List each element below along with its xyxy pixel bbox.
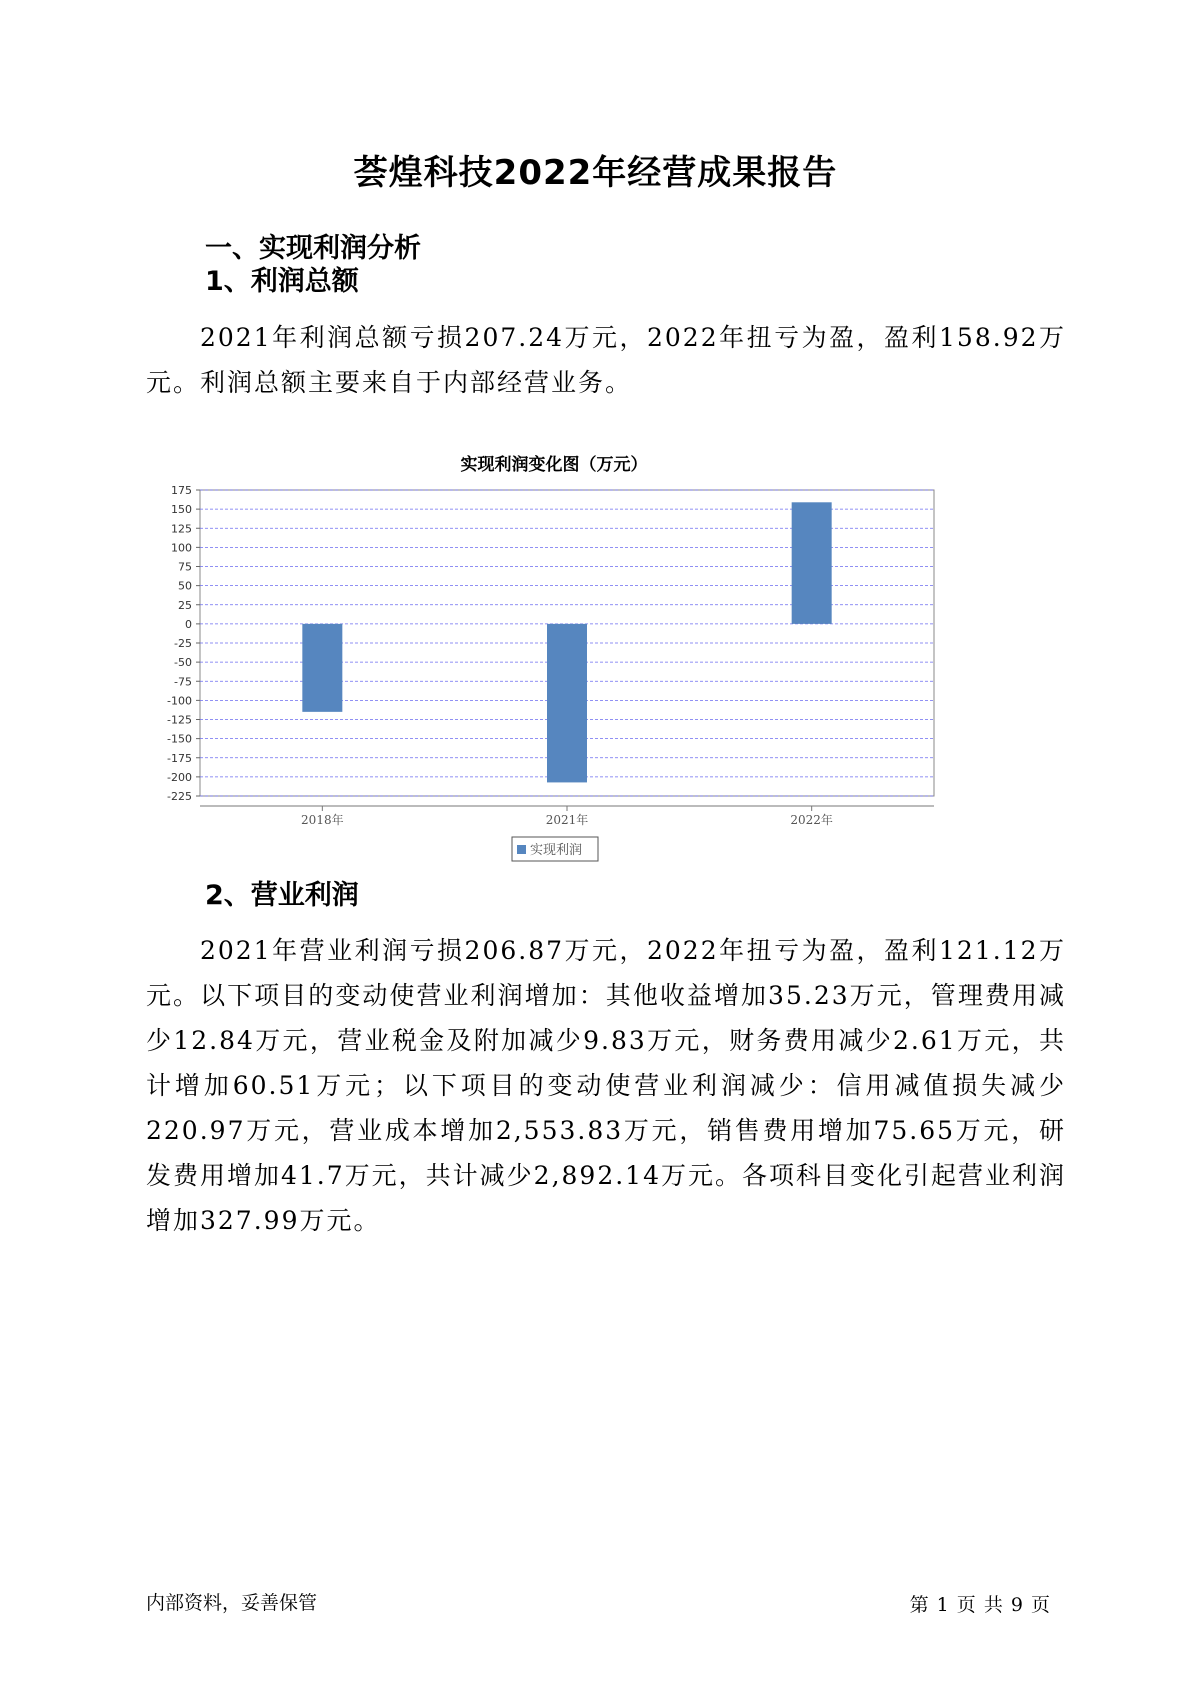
bar-1 (302, 624, 342, 712)
y-tick-label: 175 (171, 484, 192, 497)
y-tick-label: 125 (171, 522, 192, 536)
subheading-operating-profit: 2、营业利润 (205, 880, 359, 911)
y-tick-label: -225 (167, 790, 192, 803)
profit-chart (140, 450, 1020, 910)
y-tick-label: -75 (174, 675, 192, 689)
x-tick-label: 2022年 (790, 813, 833, 827)
paragraph-total-profit: 2021年利润总额亏损207.24万元，2022年扭亏为盈，盈利158.92万元。利润总额主要来自于内部经营业务。 (146, 323, 1066, 397)
bar-2 (547, 624, 587, 783)
legend-label: 实现利润 (530, 843, 583, 858)
section-heading-profit-analysis: 一、实现利润分析 (205, 233, 421, 264)
footer-confidential-note: 内部资料，妥善保管 (146, 1592, 318, 1614)
profit-bar-chart (140, 450, 1020, 910)
y-tick-label: -50 (174, 656, 192, 670)
y-tick-label: -200 (167, 770, 192, 784)
paragraph-operating-profit: 2021年营业利润亏损206.87万元，2022年扭亏为盈，盈利121.12万元。以下项目的变动使营业利润增加：其他收益增加35.23万元，管理费用减少12.84万元，营业税金及附加减少9.83万元，财务费用减少2.61万元，共计增加60.51万元；以下项目的变动使营业利润减少：信用减值损失减少220.97万元，营业成本增加2,553.83万元，销售费用增加75.65万元，研发费用增加41.7万元，共计减少2,892.14万元。各项科目变化引起营业利润增加327.99万元。 (146, 936, 1066, 1235)
subheading-total-profit: 1、利润总额 (205, 266, 359, 297)
y-tick-label: 25 (178, 598, 192, 612)
document-title: 荟煌科技2022年经营成果报告 (353, 153, 838, 193)
y-tick-label: 50 (178, 579, 192, 593)
y-tick-label: -175 (167, 751, 192, 765)
y-tick-label: 0 (185, 617, 192, 631)
x-tick-label: 2018年 (301, 813, 344, 827)
y-tick-label: 75 (178, 560, 192, 574)
y-tick-label: -100 (167, 694, 192, 708)
y-tick-label: 100 (171, 541, 192, 555)
legend-swatch (517, 845, 526, 854)
y-tick-label: -25 (174, 637, 192, 650)
y-tick-label: -125 (167, 713, 192, 727)
chart-title: 实现利润变化图（万元） (460, 455, 648, 475)
y-tick-label: 150 (171, 503, 192, 517)
x-tick-label: 2021年 (545, 813, 589, 827)
y-tick-label: -150 (167, 732, 192, 746)
footer-page-number: 第 1 页 共 9 页 (909, 1594, 1051, 1616)
bar-3 (792, 502, 832, 624)
